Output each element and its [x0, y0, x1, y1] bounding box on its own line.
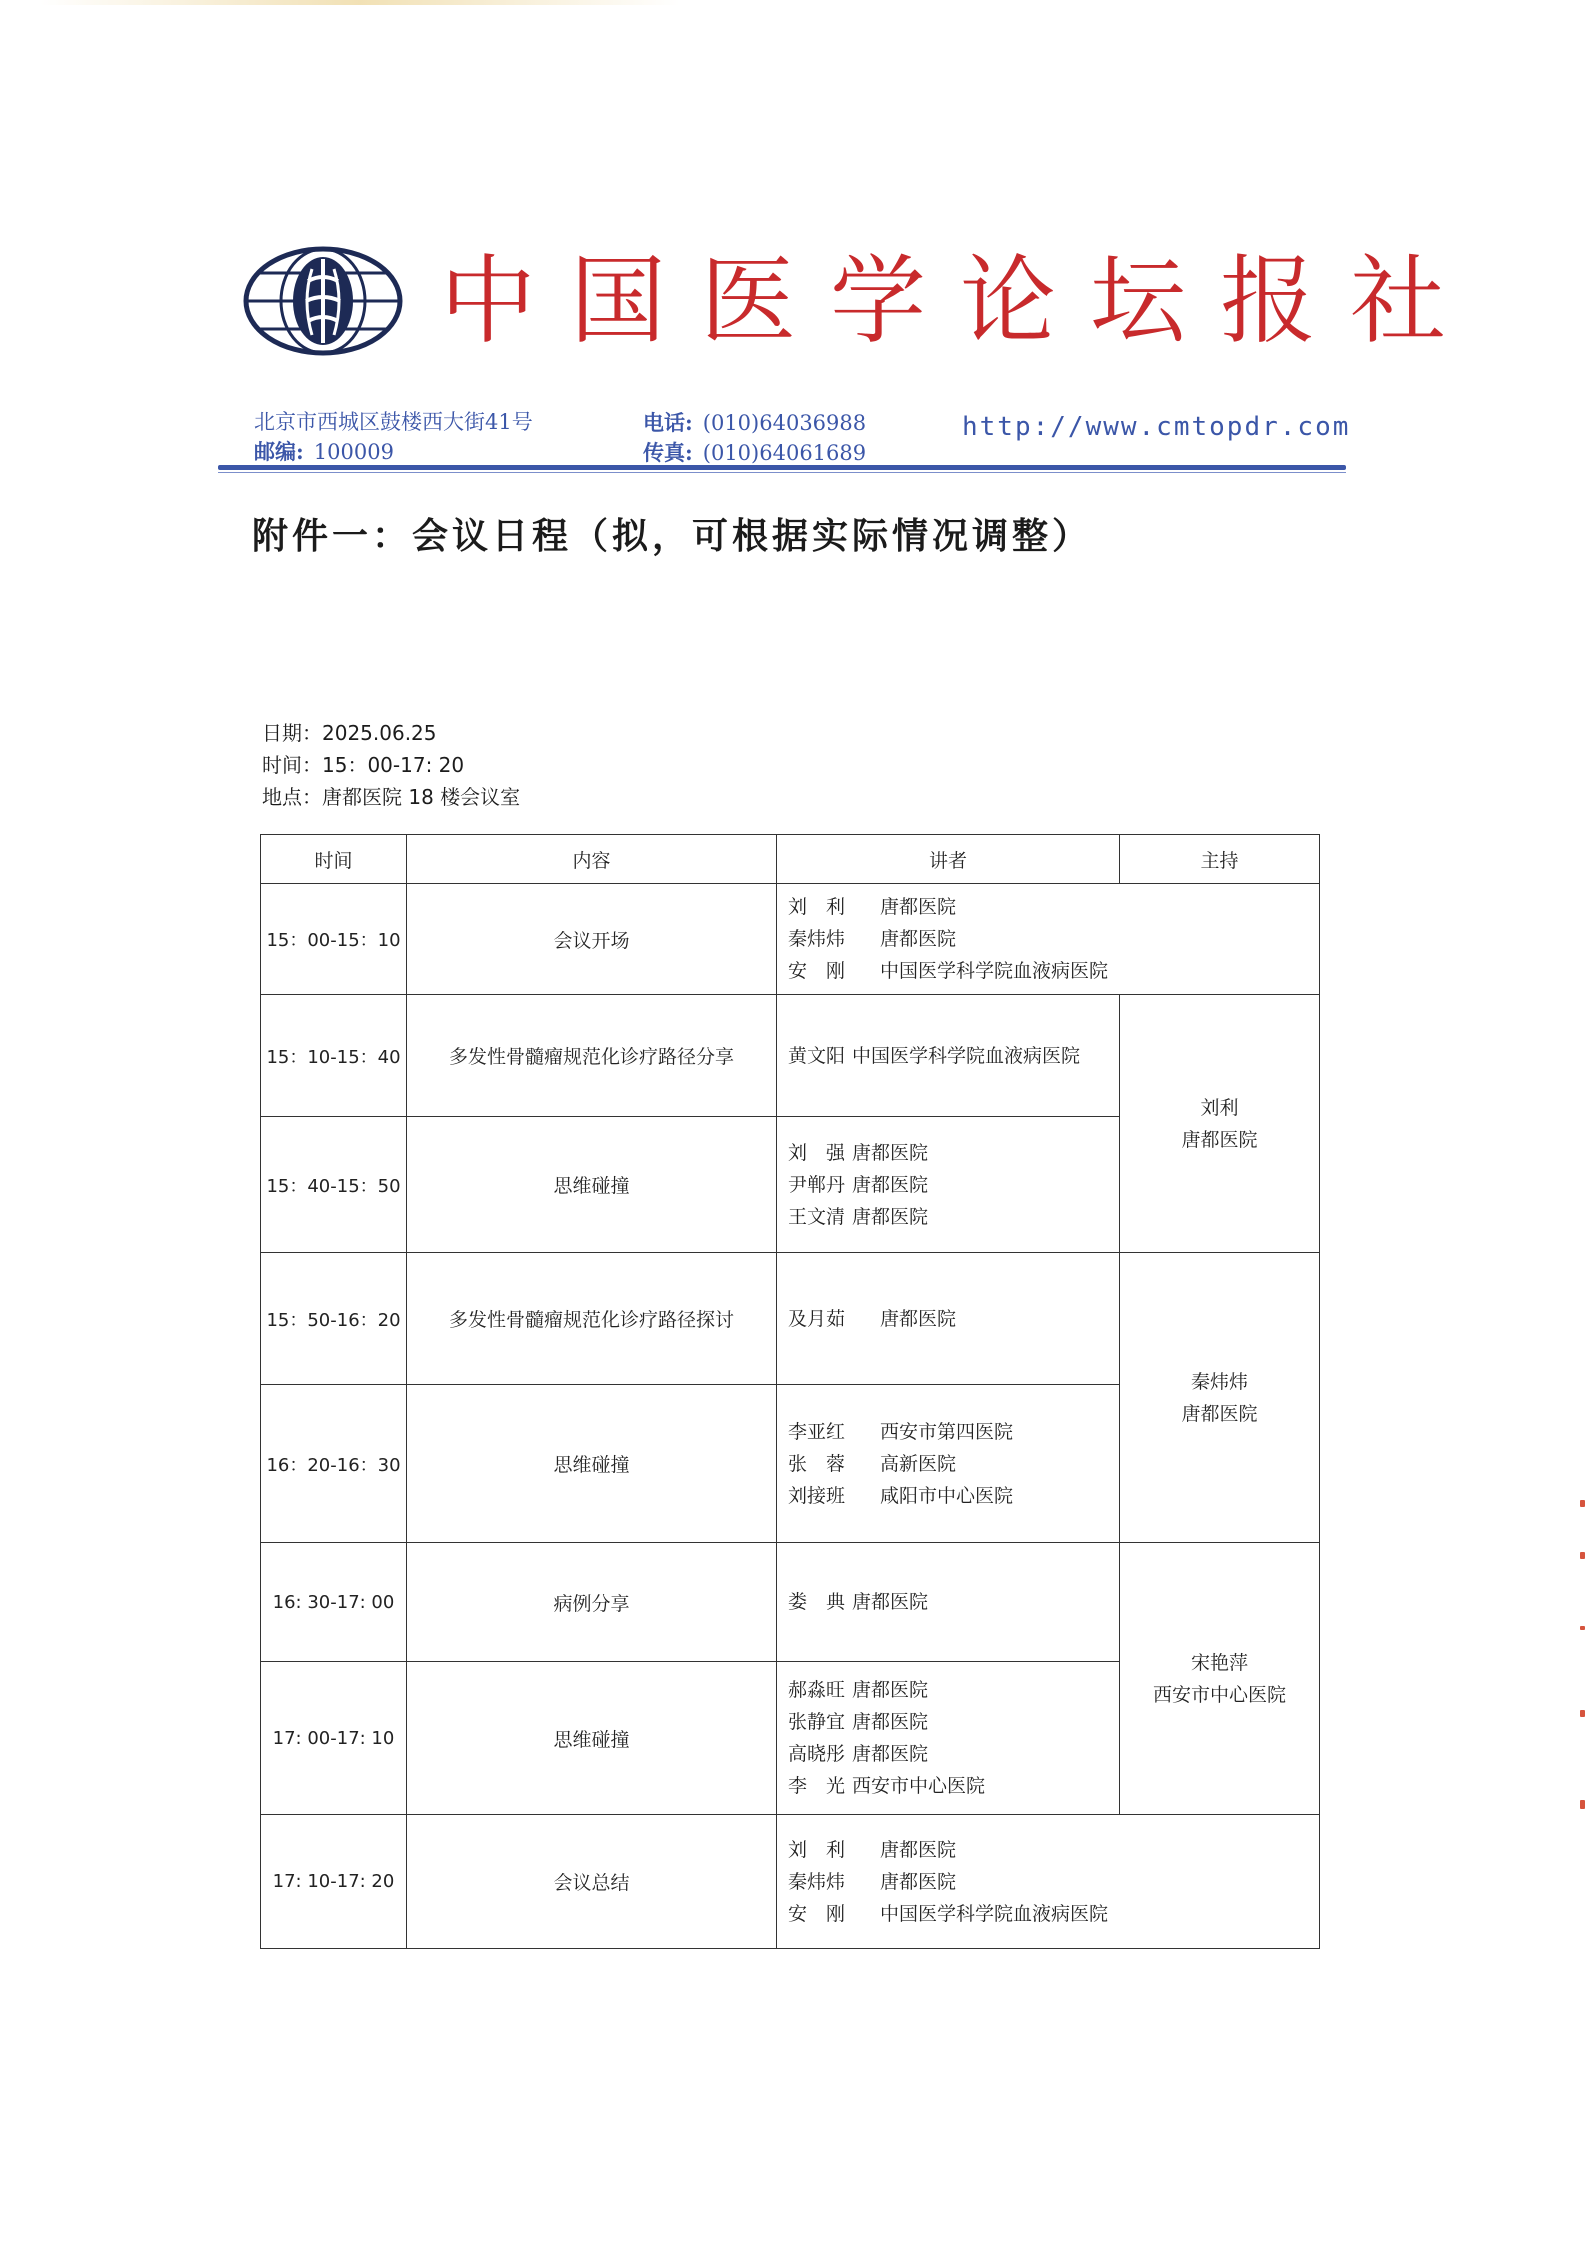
- speaker-org: 唐都医院: [852, 1711, 929, 1733]
- attachment-title: 附件一：会议日程（拟，可根据实际情况调整）: [252, 515, 1093, 557]
- table-row: [261, 1815, 1320, 1949]
- table-row: [261, 884, 1320, 995]
- speaker-entry: [788, 1898, 1318, 1930]
- row-time: 16: 30-17: 00: [261, 1543, 407, 1662]
- speaker-name: 李 光: [788, 1775, 846, 1797]
- row-time: 17: 10-17: 20: [261, 1815, 407, 1949]
- speaker-org: 中国医学科学院血液病医院: [852, 1044, 1081, 1067]
- address-block: [254, 408, 594, 467]
- row-time: 15：40-15：50: [261, 1117, 407, 1253]
- row-time: 16：20-16：30: [261, 1385, 407, 1543]
- row-time: 15：10-15：40: [261, 995, 407, 1117]
- speaker-name: 黄文阳: [788, 1044, 846, 1067]
- speaker-org: 唐都医院: [852, 1679, 929, 1701]
- speaker-entry: [788, 1040, 1118, 1072]
- speaker-org: 唐都医院: [880, 1838, 957, 1861]
- speaker-name: 娄 典: [788, 1591, 846, 1613]
- postcode: 100009: [313, 440, 394, 464]
- speaker-name: 及月茹: [788, 1307, 846, 1330]
- header-time: 时间: [261, 835, 407, 884]
- speaker-entry: [788, 1169, 1118, 1201]
- table-row: [261, 1543, 1320, 1662]
- speaker-name: 张 蓉: [788, 1452, 846, 1475]
- speaker-name: 李亚红: [788, 1420, 846, 1443]
- fax-row: [643, 438, 893, 468]
- speaker-name: 安 刚: [788, 1902, 846, 1925]
- host-name: 秦炜炜: [1190, 1370, 1248, 1393]
- fax-label: 传真:: [643, 440, 693, 465]
- row-speakers: [777, 1385, 1120, 1543]
- speaker-name: 尹郸丹: [788, 1173, 846, 1196]
- row-time: 15：00-15：10: [261, 884, 407, 995]
- speaker-org: 咸阳市中心医院: [880, 1484, 1014, 1507]
- speaker-org: 中国医学科学院血液病医院: [880, 1902, 1109, 1925]
- host-name: 宋艳萍: [1190, 1651, 1248, 1674]
- row-content: 病例分享: [407, 1543, 777, 1662]
- meeting-place: 地点：唐都医院 18 楼会议室: [262, 785, 521, 809]
- header-content: 内容: [407, 835, 777, 884]
- speaker-entry: [788, 1770, 1118, 1802]
- row-content: 思维碰撞: [407, 1117, 777, 1253]
- row-speakers: [777, 884, 1320, 995]
- row-content: 多发性骨髓瘤规范化诊疗路径探讨: [407, 1253, 777, 1385]
- letterhead: [0, 0, 1587, 600]
- meeting-date: 日期：2025.06.25: [262, 721, 437, 745]
- website-link[interactable]: http://www.cmtopdr.com: [962, 412, 1351, 442]
- speaker-org: 唐都医院: [880, 896, 957, 918]
- address: 北京市西城区鼓楼西大街41号: [254, 410, 533, 434]
- row-time: 17: 00-17: 10: [261, 1662, 407, 1815]
- row-speakers: [777, 1253, 1120, 1385]
- host-org: 西安市中心医院: [1152, 1683, 1286, 1706]
- row-host: [1120, 995, 1320, 1253]
- speaker-org: 唐都医院: [880, 928, 957, 950]
- phone: (010)64036988: [702, 411, 867, 435]
- table-header-row: [261, 835, 1320, 884]
- speaker-org: 唐都医院: [852, 1205, 929, 1228]
- row-content: 会议总结: [407, 1815, 777, 1949]
- row-speakers: [777, 1662, 1120, 1815]
- row-speakers: [777, 1543, 1120, 1662]
- speaker-org: 唐都医院: [880, 1307, 957, 1330]
- speaker-name: 刘接班: [788, 1484, 846, 1507]
- speaker-entry: [788, 955, 1318, 987]
- letterhead-divider: [218, 465, 1346, 470]
- row-content: 会议开场: [407, 884, 777, 995]
- speaker-name: 高晓彤: [788, 1743, 846, 1765]
- speaker-entry: [788, 1201, 1118, 1233]
- speaker-org: 唐都医院: [852, 1743, 929, 1765]
- letterhead-divider-thin: [218, 472, 1346, 473]
- speaker-name: 郝淼旺: [788, 1679, 846, 1701]
- meeting-info: [262, 717, 520, 813]
- header-speaker: 讲者: [777, 835, 1120, 884]
- org-name: 中国医学论坛报社: [440, 245, 1480, 357]
- phone-label: 电话:: [643, 410, 693, 435]
- speaker-entry: [788, 891, 1318, 923]
- speaker-entry: [788, 1448, 1118, 1480]
- row-time: 15：50-16：20: [261, 1253, 407, 1385]
- schedule-table: [260, 834, 1320, 1949]
- row-speakers: [777, 995, 1120, 1117]
- row-content: 多发性骨髓瘤规范化诊疗路径分享: [407, 995, 777, 1117]
- globe-logo-icon: [242, 243, 404, 359]
- host-org: 唐都医院: [1181, 1128, 1258, 1151]
- row-speakers: [777, 1815, 1320, 1949]
- row-host: [1120, 1253, 1320, 1543]
- speaker-name: 刘 利: [788, 896, 846, 918]
- row-content: 思维碰撞: [407, 1385, 777, 1543]
- speaker-name: 秦炜炜: [788, 928, 846, 950]
- speaker-name: 张静宜: [788, 1711, 846, 1733]
- speaker-org: 西安市中心医院: [852, 1775, 986, 1797]
- table-row: [261, 995, 1320, 1117]
- phone-block: [643, 408, 893, 468]
- speaker-entry: [788, 1137, 1118, 1169]
- header-host: 主持: [1120, 835, 1320, 884]
- speaker-entry: [788, 1738, 1118, 1770]
- speaker-entry: [788, 1834, 1318, 1866]
- speaker-org: 唐都医院: [852, 1591, 929, 1613]
- host-name: 刘利: [1200, 1096, 1239, 1119]
- speaker-name: 王文清: [788, 1205, 846, 1228]
- speaker-entry: [788, 1303, 1118, 1335]
- row-speakers: [777, 1117, 1120, 1253]
- speaker-entry: [788, 1586, 1118, 1618]
- postcode-label: 邮编:: [254, 439, 304, 464]
- speaker-org: 唐都医院: [852, 1141, 929, 1164]
- fax: (010)64061689: [702, 441, 867, 465]
- speaker-name: 秦炜炜: [788, 1870, 846, 1893]
- speaker-entry: [788, 1866, 1318, 1898]
- speaker-org: 唐都医院: [880, 1870, 957, 1893]
- speaker-entry: [788, 1480, 1118, 1512]
- row-host: [1120, 1543, 1320, 1815]
- meeting-time: 时间：15：00-17: 20: [262, 753, 465, 777]
- speaker-entry: [788, 1706, 1118, 1738]
- row-content: 思维碰撞: [407, 1662, 777, 1815]
- scan-artifact-edge: [1571, 1500, 1587, 1810]
- phone-row: [643, 408, 893, 438]
- speaker-entry: [788, 1416, 1118, 1448]
- speaker-name: 刘 利: [788, 1838, 846, 1861]
- speaker-name: 安 刚: [788, 960, 846, 982]
- speaker-entry: [788, 1674, 1118, 1706]
- speaker-org: 西安市第四医院: [880, 1420, 1014, 1443]
- postcode-row: [254, 437, 594, 467]
- host-org: 唐都医院: [1181, 1402, 1258, 1425]
- speaker-entry: [788, 923, 1318, 955]
- speaker-org: 唐都医院: [852, 1173, 929, 1196]
- table-row: [261, 1253, 1320, 1385]
- speaker-org: 高新医院: [880, 1452, 957, 1475]
- speaker-org: 中国医学科学院血液病医院: [880, 960, 1109, 982]
- speaker-name: 刘 强: [788, 1141, 846, 1164]
